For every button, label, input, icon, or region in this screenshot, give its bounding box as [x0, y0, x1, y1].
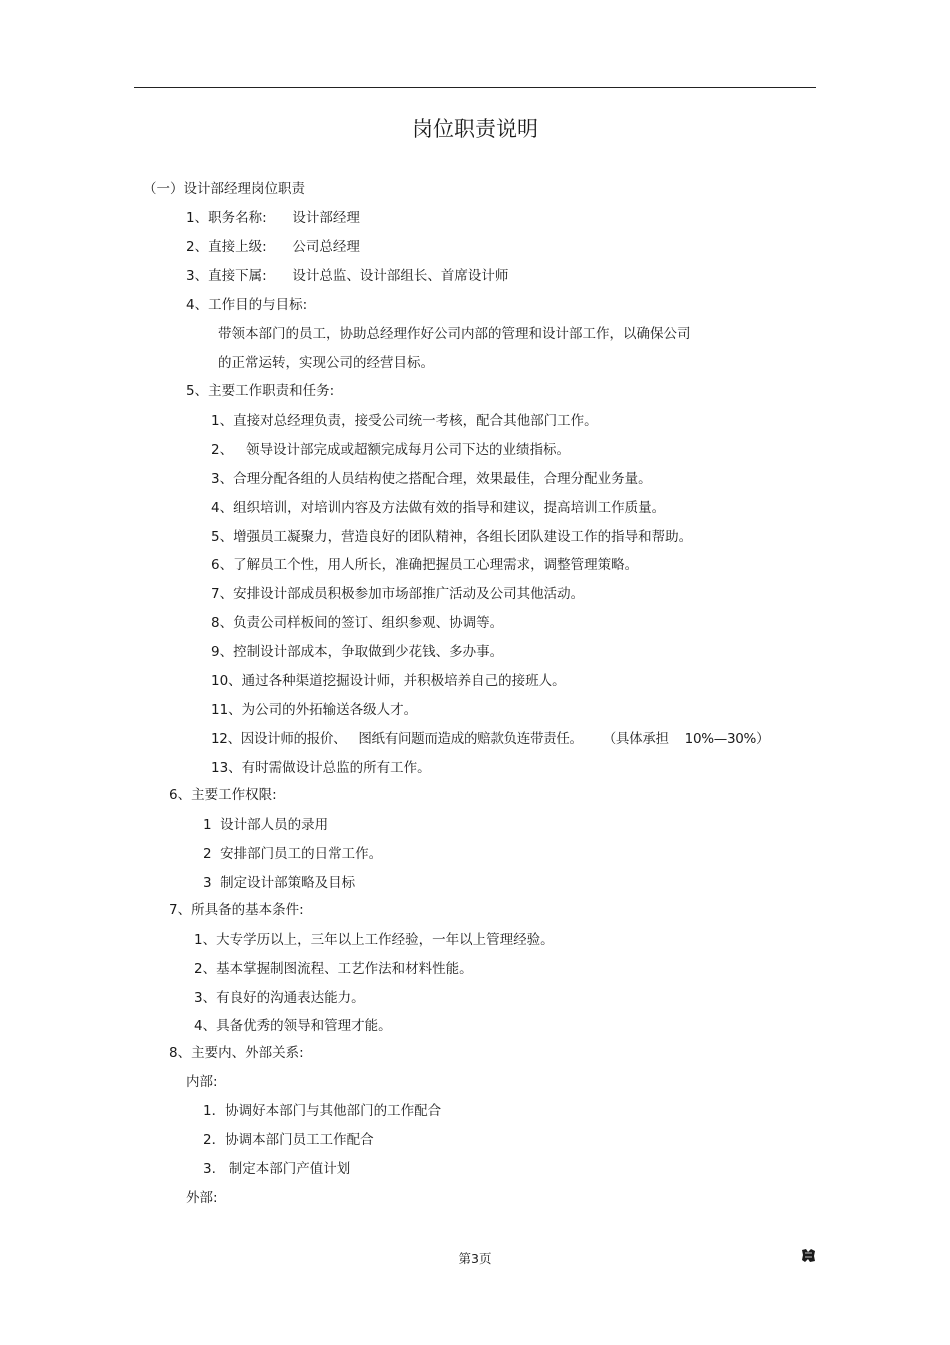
field-duties-heading: 5、主要工作职责和任务: — [186, 383, 335, 399]
duty-item: 11、为公司的外拓输送各级人才。 — [211, 702, 418, 718]
document-title: 岗位职责说明 — [412, 117, 538, 141]
duty-item: 2、 领导设计部完成或超额完成每月公司下达的业绩指标。 — [211, 442, 570, 458]
duty-item: 3、合理分配各组的人员结构使之搭配合理，效果最佳，合理分配业务量。 — [211, 471, 652, 487]
internal-item: 1．协调好本部门与其他部门的工作配合 — [203, 1103, 442, 1119]
duty-item: 5、增强员工凝聚力，营造良好的团队精神，各组长团队建设工作的指导和帮助。 — [211, 529, 693, 545]
duty-item: 4、组织培训，对培训内容及方法做有效的指导和建议，提高培训工作质量。 — [211, 500, 666, 516]
purpose-text-line-1: 带领本部门的员工，协助总经理作好公司内部的管理和设计部工作，以确保公司 — [218, 326, 691, 342]
authority-item: 1 设计部人员的录用 — [203, 817, 329, 833]
field-supervisor: 2、直接上级: 公司总经理 — [186, 239, 360, 255]
requirement-item: 1、大专学历以上，三年以上工作经验，一年以上管理经验。 — [194, 932, 554, 948]
duty-item: 6、了解员工个性，用人所长，准确把握员工心理需求，调整管理策略。 — [211, 557, 639, 573]
duty-item: 1、直接对总经理负责，接受公司统一考核，配合其他部门工作。 — [211, 413, 598, 429]
field-job-title: 1、职务名称: 设计部经理 — [186, 210, 360, 226]
duty-item: 8、负责公司样板间的签订、组织参观、协调等。 — [211, 615, 504, 631]
authority-item: 2 安排部门员工的日常工作。 — [203, 846, 383, 862]
field-purpose-heading: 4、工作目的与目标: — [186, 297, 308, 313]
internal-item: 2．协调本部门员工工作配合 — [203, 1132, 374, 1148]
section-heading: （一）设计部经理岗位职责 — [143, 181, 305, 197]
header-rule — [134, 87, 816, 88]
internal-label: 内部: — [186, 1074, 218, 1090]
authority-heading: 6、主要工作权限: — [169, 787, 277, 803]
requirement-item: 4、具备优秀的领导和管理才能。 — [194, 1018, 392, 1034]
requirements-heading: 7、所具备的基本条件: — [169, 902, 304, 918]
corner-mark-icon — [801, 1248, 816, 1263]
duty-item: 12、因设计师的报价、 图纸有问题而造成的赔款负连带责任。 （具体承担 10%—30%） — [211, 731, 770, 747]
relations-heading: 8、主要内、外部关系: — [169, 1045, 304, 1061]
internal-item: 3. 制定本部门产值计划 — [203, 1161, 351, 1177]
duty-item: 10、通过各种渠道挖掘设计师，并积极培养自己的接班人。 — [211, 673, 566, 689]
field-subordinates: 3、直接下属: 设计总监、设计部组长、首席设计师 — [186, 268, 509, 284]
page-number: 第3页 — [458, 1251, 492, 1266]
requirement-item: 2、基本掌握制图流程、工艺作法和材料性能。 — [194, 961, 473, 977]
duty-item: 9、控制设计部成本，争取做到少花钱、多办事。 — [211, 644, 504, 660]
duty-item: 7、安排设计部成员积极参加市场部推广活动及公司其他活动。 — [211, 586, 585, 602]
authority-item: 3 制定设计部策略及目标 — [203, 875, 356, 891]
duty-item: 13、有时需做设计总监的所有工作。 — [211, 760, 431, 776]
purpose-text-line-2: 的正常运转，实现公司的经营目标。 — [218, 355, 434, 371]
external-label: 外部: — [186, 1190, 218, 1206]
requirement-item: 3、有良好的沟通表达能力。 — [194, 990, 365, 1006]
